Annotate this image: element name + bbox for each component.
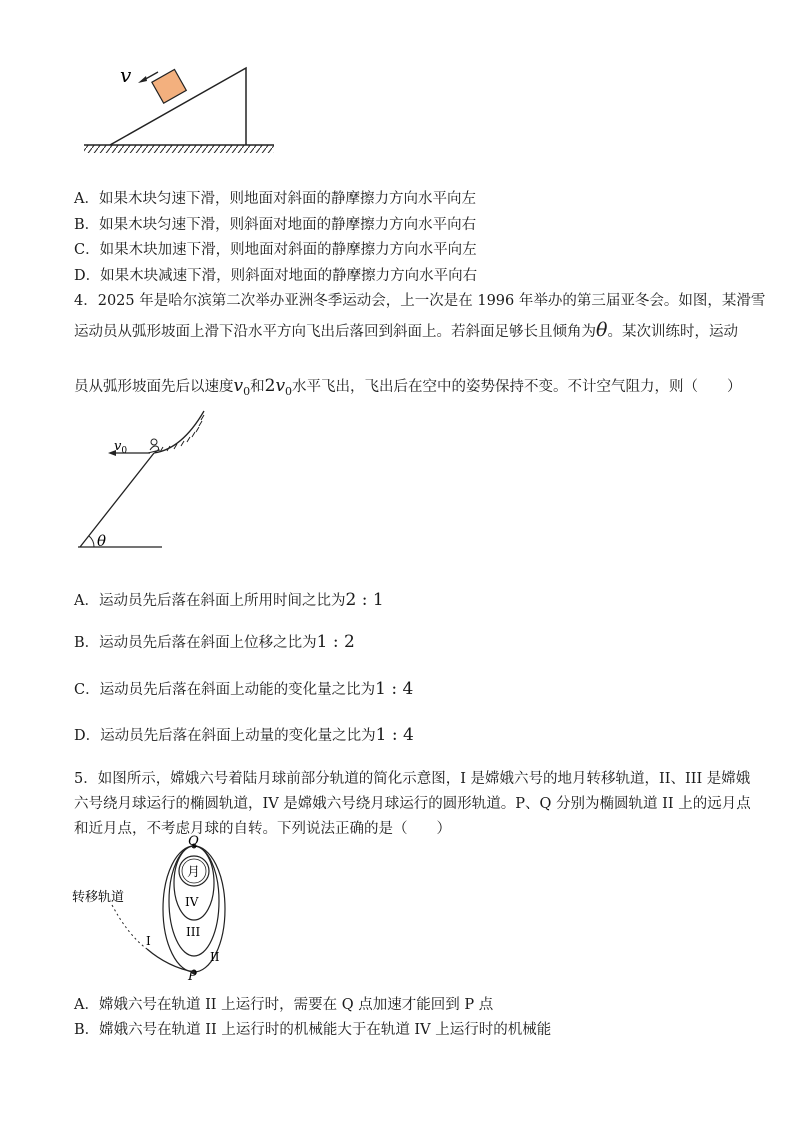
q4-stem-line2: 运动员从弧形坡面上滑下沿水平方向飞出后落回到斜面上。若斜面足够长且倾角为θ。某次训练时，运动	[74, 319, 738, 341]
q4-stem-line3: 员从弧形坡面先后以速度$v_0$和$2v_0$水平飞出，飞出后在空中的姿势保持不变。不计空气阻力，则（ ）	[74, 376, 742, 398]
incline-figure	[80, 60, 280, 160]
incline-line	[80, 453, 154, 547]
orbit-iv-label: IV	[185, 895, 199, 909]
angle-arc	[89, 536, 94, 547]
v0-label: $v_0$	[114, 439, 128, 456]
point-p-label: P	[188, 969, 197, 980]
orbit-ii-label: II	[210, 950, 220, 964]
q4-option-a: A．运动员先后落在斜面上所用时间之比为2 : 1	[74, 590, 384, 610]
transfer-orbit-label: 转移轨道	[72, 890, 125, 905]
theta-symbol: θ	[596, 319, 608, 341]
q5-stem-line1: 5．如图所示，嫦娥六号着陆月球前部分轨道的简化示意图，I 是嫦娥六号的地月转移轨道，II、III 是嫦娥	[74, 771, 751, 787]
q3-option-a: A．如果木块匀速下滑，则地面对斜面的静摩擦力方向水平向左	[74, 191, 476, 207]
ski-jump-figure	[70, 405, 230, 555]
q5-stem-line3: 和近月点，不考虑月球的自转。下列说法正确的是（ ）	[74, 821, 451, 837]
moon-label: 月	[187, 865, 201, 880]
point-q-label: Q	[188, 835, 199, 849]
q3-option-d: D．如果木块减速下滑，则斜面对地面的静摩擦力方向水平向右	[74, 268, 478, 284]
q3-option-b: B．如果木块匀速下滑，则斜面对地面的静摩擦力方向水平向右	[74, 217, 477, 233]
wooden-block	[152, 69, 186, 103]
transfer-orbit-solid	[147, 949, 194, 972]
orbit-figure	[72, 835, 252, 980]
q3-option-c: C．如果木块加速下滑，则地面对斜面的静摩擦力方向水平向左	[74, 242, 477, 258]
q4-option-d: D．运动员先后落在斜面上动量的变化量之比为1 : 4	[74, 725, 414, 745]
ground-hatch	[84, 145, 274, 153]
arrow-head-icon	[138, 76, 147, 83]
velocity-label: v	[120, 63, 132, 87]
q5-option-b: B．嫦娥六号在轨道 II 上运行时的机械能大于在轨道 IV 上运行时的机械能	[74, 1022, 552, 1038]
skier-icon	[148, 439, 160, 453]
q5-stem-line2: 六号绕月球运行的椭圆轨道，IV 是嫦娥六号绕月球运行的圆形轨道。P、Q 分别为椭圆轨道 II 上的远月点	[74, 796, 751, 812]
q4-option-c: C．运动员先后落在斜面上动能的变化量之比为1 : 4	[74, 679, 414, 699]
q4-stem-line1: 4．2025 年是哈尔滨第二次举办亚洲冬季运动会，上一次是在 1996 年举办的第三届亚冬会。如图，某滑雪	[74, 293, 766, 309]
q4-option-b: B．运动员先后落在斜面上位移之比为1 : 2	[74, 632, 355, 652]
orbit-i-label: I	[146, 934, 151, 948]
q5-option-a: A．嫦娥六号在轨道 II 上运行时，需要在 Q 点加速才能回到 P 点	[74, 997, 494, 1013]
theta-label: θ	[97, 532, 107, 550]
orbit-iii-label: III	[186, 925, 201, 939]
transfer-orbit-dashed	[112, 905, 147, 949]
